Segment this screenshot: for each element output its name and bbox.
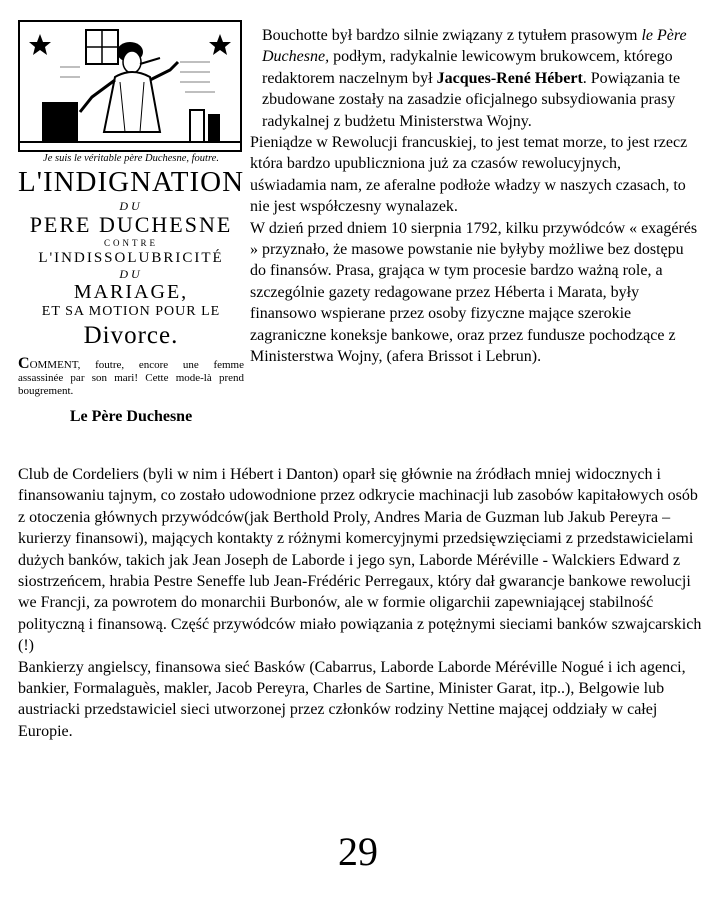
p1-text-b: podłym, radykalnie lewicowym brukowcem, którego redaktorem naczelnym był	[262, 48, 673, 87]
pamphlet-title-du: DU	[119, 199, 143, 213]
woodcut-image	[18, 20, 242, 152]
column-text	[250, 25, 698, 368]
p1-italic-title: le Père Duchesne,	[262, 27, 687, 66]
illustration-label: Le Père Duchesne	[69, 408, 193, 425]
body-text	[18, 464, 708, 742]
pamphlet-comment-initial: C	[18, 355, 30, 372]
pamphlet-title-mariage: MARIAGE,	[73, 281, 189, 303]
pamphlet-comment	[18, 357, 244, 398]
pamphlet-title-motion: ET SA MOTION POUR LE	[41, 304, 221, 319]
pamphlet-title-du-2: DU	[119, 267, 143, 281]
p1-text-a: Bouchotte był bardzo silnie związany z tytułem prasowym	[262, 27, 642, 44]
star-icon-right	[209, 34, 231, 55]
p1-bold-name: Jacques-René Hébert	[436, 69, 583, 87]
paragraph-2: Pieniądze w Rewolucji francuskiej, to jest temat morze, to jest rzecz która bardzo upubliczniona już za czasów rewolucyjnych, uświadamia nam, ze aferalne podłoże władzy w naszych czasach, to nie jest współczesny wynalazek.	[250, 134, 688, 216]
pamphlet-title-contre: CONTRE	[104, 238, 158, 248]
woodcut-caption: Je suis le véritable père Duchesne, foutre.	[43, 153, 219, 164]
page-number: 29	[338, 829, 378, 874]
star-icon-left	[29, 34, 51, 55]
title-page-illustration	[18, 20, 244, 426]
paragraph-5: Bankierzy angielscy, finansowa sieć Basków (Cabarrus, Laborde Laborde Méréville Nogué i ich agenci, bankier, Formalaguès, makler, Jacob Pereyra, Charles de Sartine, Minister Garat, itp..), Belgowie lub austriacki przedstawiciel sieci utworzonej przez członków rodziny Nettine mającej oddziały w całej Europie.	[18, 658, 686, 740]
paragraph-3: W dzień przed dniem 10 sierpnia 1792, kilku przywódców « exagérés » przyznało, że masowe powstanie nie byłyby możliwe bez dostępu do finansów. Prasa, grająca w tym procesie bardzo ważną role, a szczególnie gazety redagowane przez Héberta i Marata, były finansowo wspierane przez osoby fizyczne mające szerokie zagraniczne koneksje bankowe, oraz przez fundusze pochodzące z Ministerstwa Wojny, (afera Brissot i Lebrun).	[250, 219, 698, 366]
p1-text-c: . Powiązania te zbudowane zostały na zasadzie oficjalnego subsydiowania prasy radykalnej z budżetu Ministerstwa Wojny.	[262, 69, 681, 130]
pamphlet-comment-text: OMMENT, foutre, encore une femme assassinée par son mari! Cette mode-là prend bougrement.	[18, 359, 244, 397]
pamphlet-title-pere: PERE DUCHESNE	[29, 212, 233, 237]
pere-duchesne-woodcut	[20, 22, 240, 150]
pamphlet-title-indissolubricite: L'INDISSOLUBRICITÉ	[38, 250, 224, 266]
paragraph-1	[250, 25, 698, 132]
paragraph-4: Club de Cordeliers (byli w nim i Hébert i Danton) oparł się głównie na źródłach mniej widocznych i finansowaniu tajnym, co zostało udowodnione przez odkrycie machinacji lub zasobów kapitałowych osób z otoczenia głównych przywódców(jak Berthold Proly, Andres Maria de Guzman lub Jakub Pereyra – kurierzy finansowi), mających kontakty z różnymi komercyjnymi przedsięwzięciami z przedstawicielami dużych banków, takich jak Jean Joseph de Laborde i jego syn, Laborde Méréville - Walckiers Edward z siostrzeńcem, hrabia Pestre Seneffe lub Jean-Frédéric Perregaux, który dał gwarancje bankowe rewolucji we Francji, za powrotem do monarchii Burbonów, ale w formie oligarchii zapewniającej stabilność polityczną i finansową. Część przywódców miało powiązania z potężnymi sieciami banków szwajcarskich (!)	[18, 466, 702, 655]
pamphlet-title-divorce: Divorce.	[83, 322, 179, 349]
pamphlet-title: L'INDIGNATION	[18, 166, 245, 198]
